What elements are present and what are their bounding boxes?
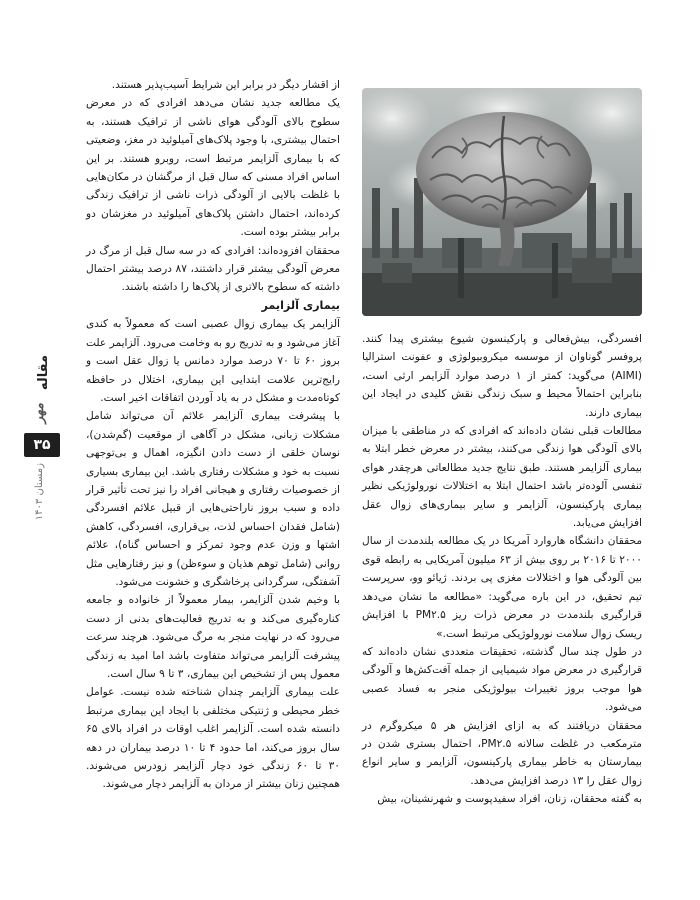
paragraph: در طول چند سال گذشته، تحقیقات متعددی نشان داده‌اند که قرارگیری در معرض مواد شیمیایی از جمله آفت‌کش‌ها و آلودگی هوا موجب بروز تغییرات بیولوژیکی منجر به فساد عصبی می‌شود. [362, 645, 642, 714]
paragraph: یک مطالعه جدید نشان می‌دهد افرادی که در معرض سطوح بالای آلودگی هوای ناشی از ترافیک هستند، به احتمال بیشتری، با وجود پلاک‌های آمیلوئید در مغز، وضعیتی که با بیماری آلزایمر مرتبط است، روبرو هستند. بر این اساس افراد مسنی که سال قبل از مرگشان در مکان‌هایی با غلظت بالایی از آلودگی ذرات ناشی از ترافیک زندگی کرده‌اند، احتمال داشتن پلاک‌های آمیلوئید در مغزشان دو برابر بیشتر بوده است. [86, 97, 340, 239]
paragraph: به گفته محققان، زنان، افراد سفیدپوست و شهرنشینان، بیش [377, 793, 642, 806]
page-number: ۳۵ [24, 433, 60, 457]
paragraph: مطالعات قبلی نشان داده‌اند که افرادی که در مناطقی با میزان بالای آلودگی هوا زندگی می‌کنند، بیشتر در معرض خطر ابتلا به بیماری آلزایمر هستند. طبق نتایج جدید مطالعاتی هرچقدر هوای تنفسی آلوده‌تر باشد احتمال ابتلا به اختلالات نورولوژیکی نظیر بیماری پارکینسون، آلزایمر و سایر بیماری‌های زوال عقل افزایش می‌یابد. [362, 425, 642, 530]
brain-factory-illustration [362, 88, 642, 316]
section-label: مقاله [36, 355, 51, 391]
page-margin-label [14, 345, 66, 545]
paragraph: با وخیم شدن آلزایمر، بیمار معمولاً از خانواده و جامعه کناره‌گیری می‌کند و به تدریج فعالیت‌های بدنی از دست می‌رود که در نهایت منجر به مرگ می‌شود. هرچند سرعت پیشرفت آلزایمر می‌تواند متفاوت باشد اما امید به زندگی معمول پس از تشخیص این بیماری، ۳ تا ۹ سال است. [86, 594, 340, 680]
paragraph: محققان دریافتند که به ازای افزایش هر ۵ میکروگرم در مترمکعب در غلظت سالانه PM۲.۵، احتمال بستری شدن در بیمارستان به خاطر بیماری پارکینسون، آلزایمر و سایر انواع زوال عقل را ۱۳ درصد افزایش می‌دهد. [362, 719, 642, 787]
paragraph: محققان افزوده‌اند: افرادی که در سه سال قبل از مرگ در معرض آلودگی بیشتر قرار داشتند، ۸۷ درصد بیشتر احتمال داشته که سطوح بالاتری از پلاک‌ها را داشته باشند. [86, 244, 340, 294]
paragraph: علت بیماری آلزایمر چندان شناخته شده نیست. عوامل خطر محیطی و ژنتیکی مختلفی با ایجاد این بیماری مرتبط دانسته شده است. آلزایمر اغلب اوقات در افراد بالای ۶۵ سال بروز می‌کند، اما حدود ۴ تا ۱۰ درصد بیماران در دهه ۳۰ تا ۶۰ زندگی خود دچار آلزایمر زودرس می‌شوند. همچنین زنان بیشتر از مردان به آلزایمر دچار می‌شوند. [86, 686, 340, 791]
section-heading: بیماری آلزایمر [261, 298, 340, 312]
paragraph: آلزایمر یک بیماری زوال عصبی است که معمولاً به کندی آغاز می‌شود و به تدریج رو به وخامت می‌رود. آلزایمر علت بروز ۶۰ تا ۷۰ درصد موارد دمانس یا زوال عقل است و رایج‌ترین علامت ابتدایی این بیماری، اختلال در حافظه کوتاه‌مدت و مشکل در به یاد آوردن اتفاقات اخیر است. [86, 318, 340, 404]
paragraph: با پیشرفت بیماری آلزایمر علائم آن می‌تواند شامل مشکلات زبانی، مشکل در آگاهی از موقعیت (گم‌شدن)، نوسان خلقی از دست دادن انگیزه، اهمال و بی‌توجهی نسبت به خود و مشکلات رفتاری باشد. این بیماری بسیاری از خصوصیات رفتاری و هیجانی افراد را نیز تحت تأثیر قرار داده و سبب بروز ناراحتی‌هایی از قبیل علائم افسردگی (شامل فقدان احساس لذت، بی‌قراری، افسردگی، کاهش اشتها و وزن عدم وجود تمرکز و احساس گناه)، علائم روانی (شامل توهم هذیان و سوءظن) و نیز رفتارهایی مثل آشفتگی، سرگردانی پرخاشگری و خشونت می‌شود. [86, 410, 340, 588]
paragraph: محققان دانشگاه هاروارد آمریکا در یک مطالعه بلندمدت از سال ۲۰۰۰ تا ۲۰۱۶ بر روی بیش از ۶۳ میلیون آمریکایی به رابطه قوی بین آلودگی هوا و اختلالات مغزی پی بردند. ژیائو وو، سرپرست تیم تحقیق، در این باره می‌گوید: «مطالعه ما نشان می‌دهد قرارگیری بلندمدت در معرض ذرات ریز PM۲.۵ با افزایش ریسک زوال سلامت نورولوژیکی مرتبط است.» [362, 535, 642, 640]
brain-pollution-image [362, 88, 642, 316]
paragraph: از اقشار دیگر در برابر این شرایط آسیب‌پذیر هستند. [111, 79, 340, 91]
magazine-logo: مهر [32, 403, 47, 424]
left-text-column [86, 76, 340, 794]
right-text-column [362, 330, 642, 809]
issue-date: زمستان ۱۴۰۳ [34, 463, 45, 521]
paragraph: افسردگی، بیش‌فعالی و پارکینسون شیوع بیشتری پیدا کنند. پروفسر گوناوان از موسسه میکروبیولوژی و عفونت استرالیا (AIMI) می‌گوید: کمتر از ۱ درصد موارد آلزایمر ارثی است، بنابراین احتمالاً محیط و سبک زندگی نقش کلیدی در ایجاد این بیماری دارند. [362, 333, 642, 419]
